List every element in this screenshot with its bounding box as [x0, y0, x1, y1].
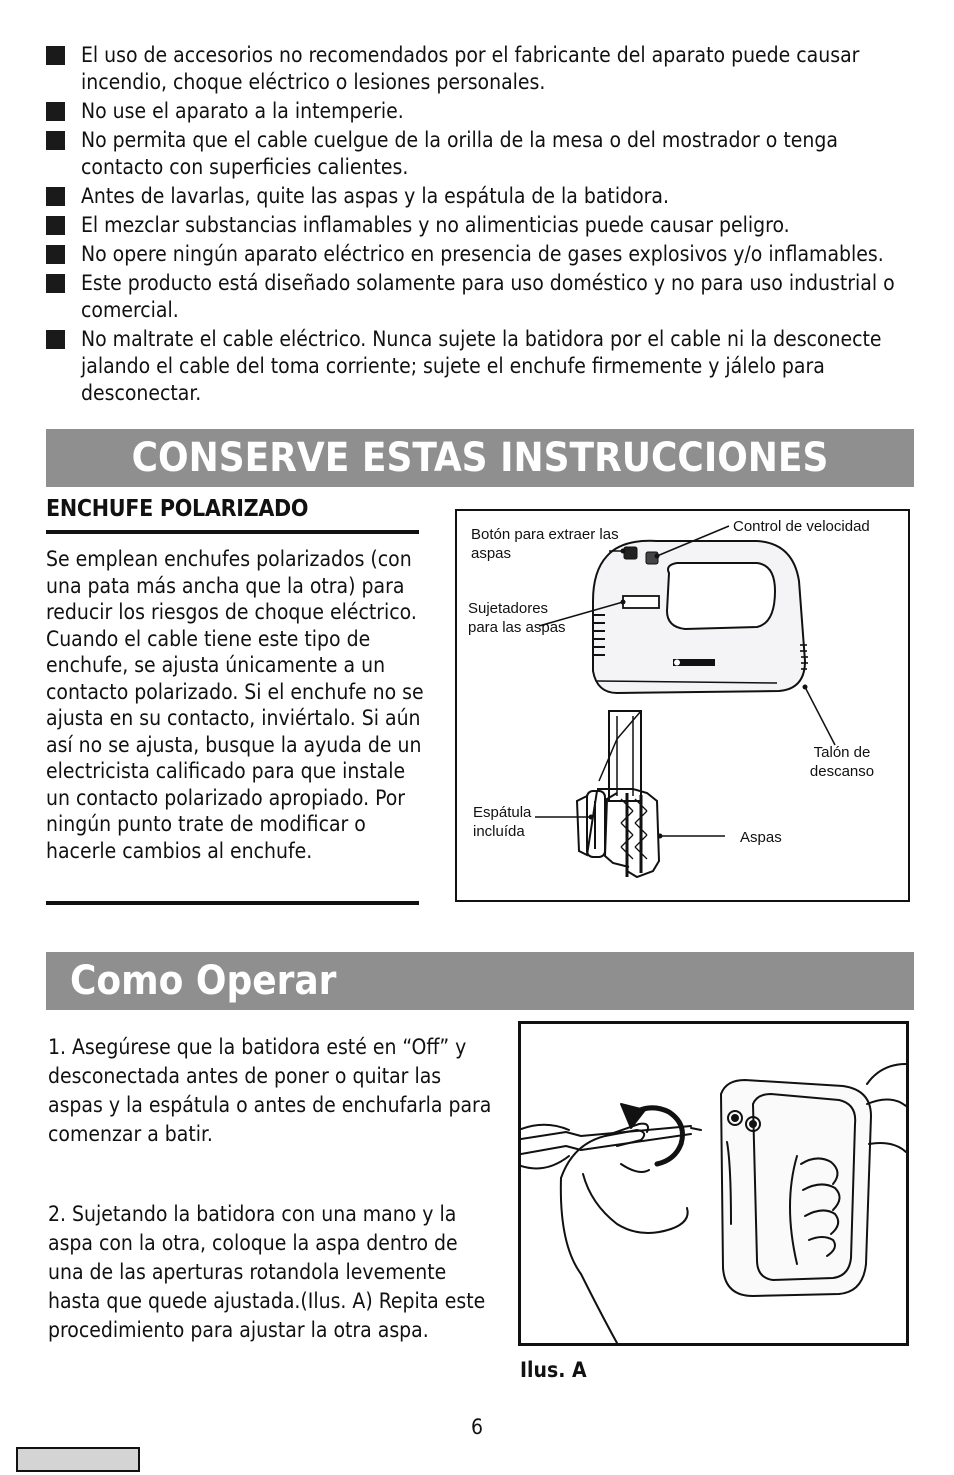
- bullet-square-icon: [46, 46, 65, 65]
- warning-item: No maltrate el cable eléctrico. Nunca sujete la batidora por el cable ni la desconecte jalando el cable del toma corriente; sujete el enchufe firmemente y jálelo para desconectar.: [46, 326, 916, 407]
- step-1-text: 1. Asegúrese que la batidora esté en “Off” y desconectada antes de poner o quitar las aspas y la espátula o antes de enchufarla para comenzar a batir.: [48, 1035, 492, 1146]
- step-2-text: 2. Sujetando la batidora con una mano y la aspa con la otra, coloque la aspa dentro de una de las aperturas rotandola levemente hasta que quede ajustada.(Ilus. A) Repita este procedimiento para ajustar la otra aspa.: [48, 1202, 486, 1342]
- bullet-square-icon: [46, 102, 65, 121]
- page-number: 6: [470, 1415, 484, 1439]
- warning-item: No permita que el cable cuelgue de la orilla de la mesa o del mostrador o tenga contacto con superficies calientes.: [46, 127, 916, 181]
- footer-box: [16, 1447, 140, 1472]
- bullet-square-icon: [46, 245, 65, 264]
- beaters-label: Aspas: [740, 829, 782, 846]
- mixer-parts-diagram: [455, 509, 910, 902]
- section-divider: [46, 901, 419, 905]
- spatula-label: Espátula incluída: [473, 804, 532, 840]
- polarized-plug-heading: ENCHUFE POLARIZADO: [46, 496, 309, 522]
- speed-control-label: Control de velocidad: [733, 518, 870, 535]
- polarized-plug-text: Se emplean enchufes polarizados (con una pata más ancha que la otra) para reducir los riesgos de choque eléctrico. Cuando el cable tiene este tipo de enchufe, se ajusta únicamente a un contacto polarizado. Si el enchufe no se ajusta en su contacto, inviértalo. Si aún así no se ajusta, busque la ayuda de un electricista calificado para que instale un contacto polarizado apropiado. Por ningún punto trate de modificar o hacerle cambios al enchufe.: [46, 547, 424, 863]
- illustration-caption: Ilus. A: [520, 1358, 587, 1382]
- warning-item: No opere ningún aparato eléctrico en presencia de gases explosivos y/o inflamables.: [46, 241, 916, 268]
- beater-insertion-illustration: [521, 1024, 906, 1343]
- safety-warnings-list: [46, 42, 916, 409]
- bullet-square-icon: [46, 131, 65, 150]
- bullet-square-icon: [46, 330, 65, 349]
- eject-button-label: Botón para extraer las aspas: [471, 526, 619, 562]
- operate-banner: Como Operar: [46, 952, 914, 1010]
- warning-item: No use el aparato a la intemperie.: [46, 98, 916, 125]
- bullet-square-icon: [46, 216, 65, 235]
- warning-item: Este producto está diseñado solamente para uso doméstico y no para uso industrial o comercial.: [46, 270, 916, 324]
- beater-holders-label: Sujetadores para las aspas: [468, 600, 566, 636]
- save-instructions-banner: CONSERVE ESTAS INSTRUCCIONES: [46, 429, 914, 487]
- hand-mixer-illustration: [457, 511, 908, 900]
- heel-rest-label: Talón de descanso: [809, 744, 875, 780]
- bullet-square-icon: [46, 274, 65, 293]
- bullet-square-icon: [46, 187, 65, 206]
- section-divider: [46, 530, 419, 534]
- warning-item: Antes de lavarlas, quite las aspas y la espátula de la batidora.: [46, 183, 916, 210]
- illustration-a: [518, 1021, 909, 1346]
- warning-item: El uso de accesorios no recomendados por el fabricante del aparato puede causar incendio, choque eléctrico o lesiones personales.: [46, 42, 916, 96]
- warning-item: El mezclar substancias inflamables y no alimenticias puede causar peligro.: [46, 212, 916, 239]
